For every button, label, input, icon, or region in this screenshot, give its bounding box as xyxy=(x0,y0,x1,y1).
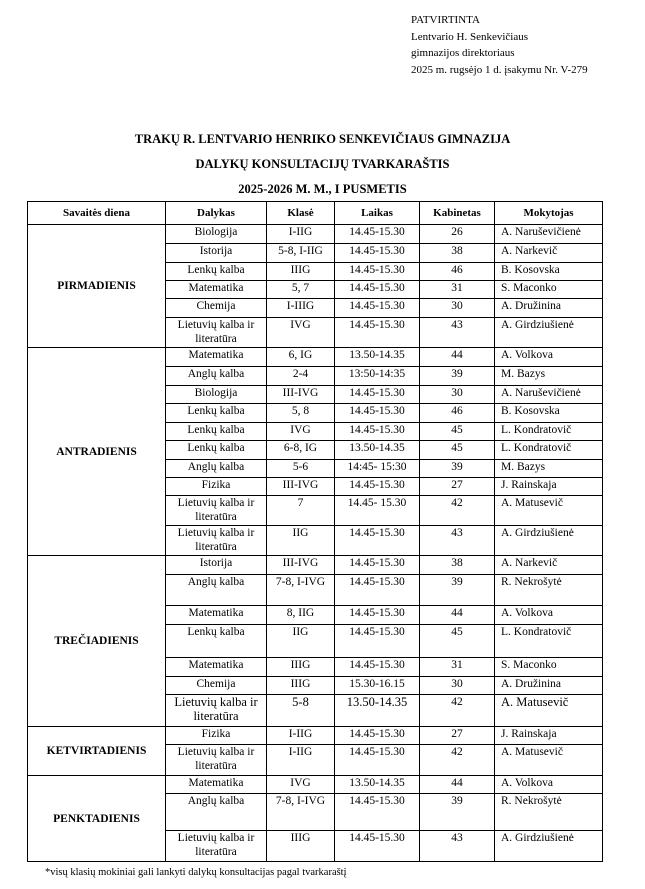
weekday-cell: PENKTADIENIS xyxy=(28,776,166,862)
time-cell: 14.45-15.30 xyxy=(335,625,420,658)
grade-cell: III-IVG xyxy=(267,386,335,404)
time-cell: 14.45-15.30 xyxy=(335,281,420,299)
teacher-cell: A. Girdziušienė xyxy=(495,831,603,862)
subject-cell: Matematika xyxy=(166,281,267,299)
table-row xyxy=(28,556,603,575)
teacher-cell: A. Matusevič xyxy=(495,496,603,526)
teacher-cell: R. Nekrošytė xyxy=(495,794,603,831)
grade-cell: 6-8, IG xyxy=(267,441,335,460)
teacher-cell: A. Narkevič xyxy=(495,244,603,263)
teacher-cell: S. Maconko xyxy=(495,658,603,677)
room-cell: 38 xyxy=(420,556,495,575)
room-cell: 44 xyxy=(420,606,495,625)
time-cell: 14.45-15.30 xyxy=(335,831,420,862)
teacher-cell: M. Bazys xyxy=(495,367,603,386)
subject-cell: Anglų kalba xyxy=(166,460,267,478)
room-cell: 42 xyxy=(420,745,495,776)
header-time: Laikas xyxy=(335,202,420,225)
grade-cell: IIG xyxy=(267,625,335,658)
approval-line: gimnazijos direktoriaus xyxy=(411,47,515,59)
subject-cell: Lenkų kalba xyxy=(166,441,267,460)
header-grade: Klasė xyxy=(267,202,335,225)
weekday-cell: ANTRADIENIS xyxy=(28,348,166,556)
weekday-cell: PIRMADIENIS xyxy=(28,225,166,348)
grade-cell: 5-8, I-IIG xyxy=(267,244,335,263)
time-cell: 13.50-14.35 xyxy=(335,776,420,794)
teacher-cell: B. Kosovska xyxy=(495,263,603,281)
subject-cell: Lenkų kalba xyxy=(166,423,267,441)
grade-cell: IIIG xyxy=(267,831,335,862)
room-cell: 42 xyxy=(420,496,495,526)
room-cell: 45 xyxy=(420,423,495,441)
room-cell: 44 xyxy=(420,348,495,367)
school-title: TRAKŲ R. LENTVARIO HENRIKO SENKEVIČIAUS GIMNAZIJA xyxy=(134,132,511,146)
grade-cell: 6, IG xyxy=(267,348,335,367)
teacher-cell: L. Kondratovič xyxy=(495,441,603,460)
teacher-cell: A. Matusevič xyxy=(495,695,603,727)
grade-cell: IIG xyxy=(267,526,335,556)
time-cell: 14.45-15.30 xyxy=(335,478,420,496)
subject-cell: Istorija xyxy=(166,244,267,263)
table-row xyxy=(28,776,603,794)
header-subject: Dalykas xyxy=(166,202,267,225)
time-cell: 13.50-14.35 xyxy=(335,441,420,460)
teacher-cell: A. Družinina xyxy=(495,299,603,318)
room-cell: 39 xyxy=(420,794,495,831)
subject-cell: Fizika xyxy=(166,727,267,745)
grade-cell: 5, 8 xyxy=(267,404,335,423)
time-cell: 14.45-15.30 xyxy=(335,526,420,556)
subject-cell: Matematika xyxy=(166,658,267,677)
room-cell: 43 xyxy=(420,318,495,348)
grade-cell: I-IIG xyxy=(267,727,335,745)
consultation-schedule-table xyxy=(27,201,603,862)
grade-cell: IVG xyxy=(267,423,335,441)
table-row xyxy=(28,225,603,244)
subject-cell: Lenkų kalba xyxy=(166,263,267,281)
teacher-cell: A. Volkova xyxy=(495,606,603,625)
teacher-cell: A. Girdziušienė xyxy=(495,526,603,556)
teacher-cell: A. Naruševičienė xyxy=(495,225,603,244)
time-cell: 14:45- 15:30 xyxy=(335,460,420,478)
time-cell: 14.45-15.30 xyxy=(335,318,420,348)
subject-cell: Anglų kalba xyxy=(166,367,267,386)
room-cell: 39 xyxy=(420,367,495,386)
room-cell: 45 xyxy=(420,441,495,460)
teacher-cell: A. Družinina xyxy=(495,677,603,695)
room-cell: 30 xyxy=(420,677,495,695)
grade-cell: 2-4 xyxy=(267,367,335,386)
grade-cell: III-IVG xyxy=(267,556,335,575)
time-cell: 14.45-15.30 xyxy=(335,727,420,745)
teacher-cell: A. Narkevič xyxy=(495,556,603,575)
grade-cell: IIIG xyxy=(267,263,335,281)
subject-cell: Matematika xyxy=(166,606,267,625)
weekday-cell: KETVIRTADIENIS xyxy=(28,727,166,776)
time-cell: 14.45-15.30 xyxy=(335,386,420,404)
time-cell: 14.45-15.30 xyxy=(335,404,420,423)
footnote: *visų klasių mokiniai gali lankyti dalykų konsultacijas pagal tvarkaraštį xyxy=(45,867,347,878)
grade-cell: IVG xyxy=(267,318,335,348)
room-cell: 30 xyxy=(420,386,495,404)
subject-cell: Lenkų kalba xyxy=(166,404,267,423)
header-room: Kabinetas xyxy=(420,202,495,225)
subject-cell: Biologija xyxy=(166,386,267,404)
time-cell: 13:50-14:35 xyxy=(335,367,420,386)
grade-cell: 7-8, I-IVG xyxy=(267,575,335,606)
subject-cell: Matematika xyxy=(166,776,267,794)
grade-cell: IIIG xyxy=(267,677,335,695)
room-cell: 43 xyxy=(420,526,495,556)
period-title: 2025-2026 M. M., I PUSMETIS xyxy=(238,182,407,196)
room-cell: 30 xyxy=(420,299,495,318)
time-cell: 13.50-14.35 xyxy=(335,348,420,367)
grade-cell: IIIG xyxy=(267,658,335,677)
grade-cell: I-IIIG xyxy=(267,299,335,318)
room-cell: 27 xyxy=(420,478,495,496)
time-cell: 15.30-16.15 xyxy=(335,677,420,695)
document-titles xyxy=(0,127,645,202)
weekday-cell: TREČIADIENIS xyxy=(28,556,166,727)
subject-cell: Biologija xyxy=(166,225,267,244)
grade-cell: IVG xyxy=(267,776,335,794)
subject-cell: Lietuvių kalba ir literatūra xyxy=(166,496,267,526)
subject-cell: Anglų kalba xyxy=(166,575,267,606)
approval-line: 2025 m. rugsėjo 1 d. įsakymu Nr. V-279 xyxy=(411,63,588,76)
grade-cell: 5-8 xyxy=(267,695,335,727)
room-cell: 39 xyxy=(420,575,495,606)
time-cell: 14.45-15.30 xyxy=(335,225,420,244)
time-cell: 14.45-15.30 xyxy=(335,606,420,625)
grade-cell: 7 xyxy=(267,496,335,526)
time-cell: 14.45-15.30 xyxy=(335,556,420,575)
teacher-cell: B. Kosovska xyxy=(495,404,603,423)
teacher-cell: A. Naruševičienė xyxy=(495,386,603,404)
teacher-cell: A. Volkova xyxy=(495,348,603,367)
room-cell: 26 xyxy=(420,225,495,244)
table-row xyxy=(28,348,603,367)
subject-cell: Chemija xyxy=(166,677,267,695)
grade-cell: 5-6 xyxy=(267,460,335,478)
grade-cell: III-IVG xyxy=(267,478,335,496)
subject-cell: Chemija xyxy=(166,299,267,318)
room-cell: 45 xyxy=(420,625,495,658)
room-cell: 42 xyxy=(420,695,495,727)
teacher-cell: A. Girdziušienė xyxy=(495,318,603,348)
table-header-row xyxy=(28,202,603,225)
room-cell: 31 xyxy=(420,281,495,299)
subject-cell: Lietuvių kalba ir literatūra xyxy=(166,695,267,727)
room-cell: 38 xyxy=(420,244,495,263)
teacher-cell: J. Rainskaja xyxy=(495,727,603,745)
approval-block xyxy=(411,12,588,78)
room-cell: 46 xyxy=(420,263,495,281)
time-cell: 14.45-15.30 xyxy=(335,658,420,677)
time-cell: 14.45-15.30 xyxy=(335,299,420,318)
teacher-cell: L. Kondratovič xyxy=(495,625,603,658)
teacher-cell: A. Matusevič xyxy=(495,745,603,776)
subject-cell: Matematika xyxy=(166,348,267,367)
room-cell: 27 xyxy=(420,727,495,745)
teacher-cell: M. Bazys xyxy=(495,460,603,478)
teacher-cell: L. Kondratovič xyxy=(495,423,603,441)
subject-cell: Lietuvių kalba ir literatūra xyxy=(166,318,267,348)
time-cell: 14.45-15.30 xyxy=(335,423,420,441)
approval-line: Lentvario H. Senkevičiaus xyxy=(411,30,528,43)
time-cell: 13.50-14.35 xyxy=(335,695,420,727)
time-cell: 14.45-15.30 xyxy=(335,745,420,776)
time-cell: 14.45-15.30 xyxy=(335,794,420,831)
subject-cell: Anglų kalba xyxy=(166,794,267,831)
room-cell: 44 xyxy=(420,776,495,794)
time-cell: 14.45-15.30 xyxy=(335,263,420,281)
grade-cell: 5, 7 xyxy=(267,281,335,299)
subject-cell: Lietuvių kalba ir literatūra xyxy=(166,745,267,776)
room-cell: 46 xyxy=(420,404,495,423)
schedule-title: DALYKŲ KONSULTACIJŲ TVARKARAŠTIS xyxy=(195,157,450,171)
table-row xyxy=(28,727,603,745)
grade-cell: 7-8, I-IVG xyxy=(267,794,335,831)
room-cell: 39 xyxy=(420,460,495,478)
table-body xyxy=(28,225,603,862)
grade-cell: I-IIG xyxy=(267,225,335,244)
subject-cell: Istorija xyxy=(166,556,267,575)
time-cell: 14.45-15.30 xyxy=(335,575,420,606)
header-day: Savaitės diena xyxy=(28,202,166,225)
time-cell: 14.45- 15.30 xyxy=(335,496,420,526)
teacher-cell: R. Nekrošytė xyxy=(495,575,603,606)
grade-cell: I-IIG xyxy=(267,745,335,776)
teacher-cell: S. Maconko xyxy=(495,281,603,299)
teacher-cell: J. Rainskaja xyxy=(495,478,603,496)
header-teacher: Mokytojas xyxy=(495,202,603,225)
subject-cell: Lietuvių kalba ir literatūra xyxy=(166,831,267,862)
teacher-cell: A. Volkova xyxy=(495,776,603,794)
time-cell: 14.45-15.30 xyxy=(335,244,420,263)
subject-cell: Lenkų kalba xyxy=(166,625,267,658)
subject-cell: Lietuvių kalba ir literatūra xyxy=(166,526,267,556)
approval-line: PATVIRTINTA xyxy=(411,14,480,26)
room-cell: 31 xyxy=(420,658,495,677)
room-cell: 43 xyxy=(420,831,495,862)
subject-cell: Fizika xyxy=(166,478,267,496)
grade-cell: 8, IIG xyxy=(267,606,335,625)
